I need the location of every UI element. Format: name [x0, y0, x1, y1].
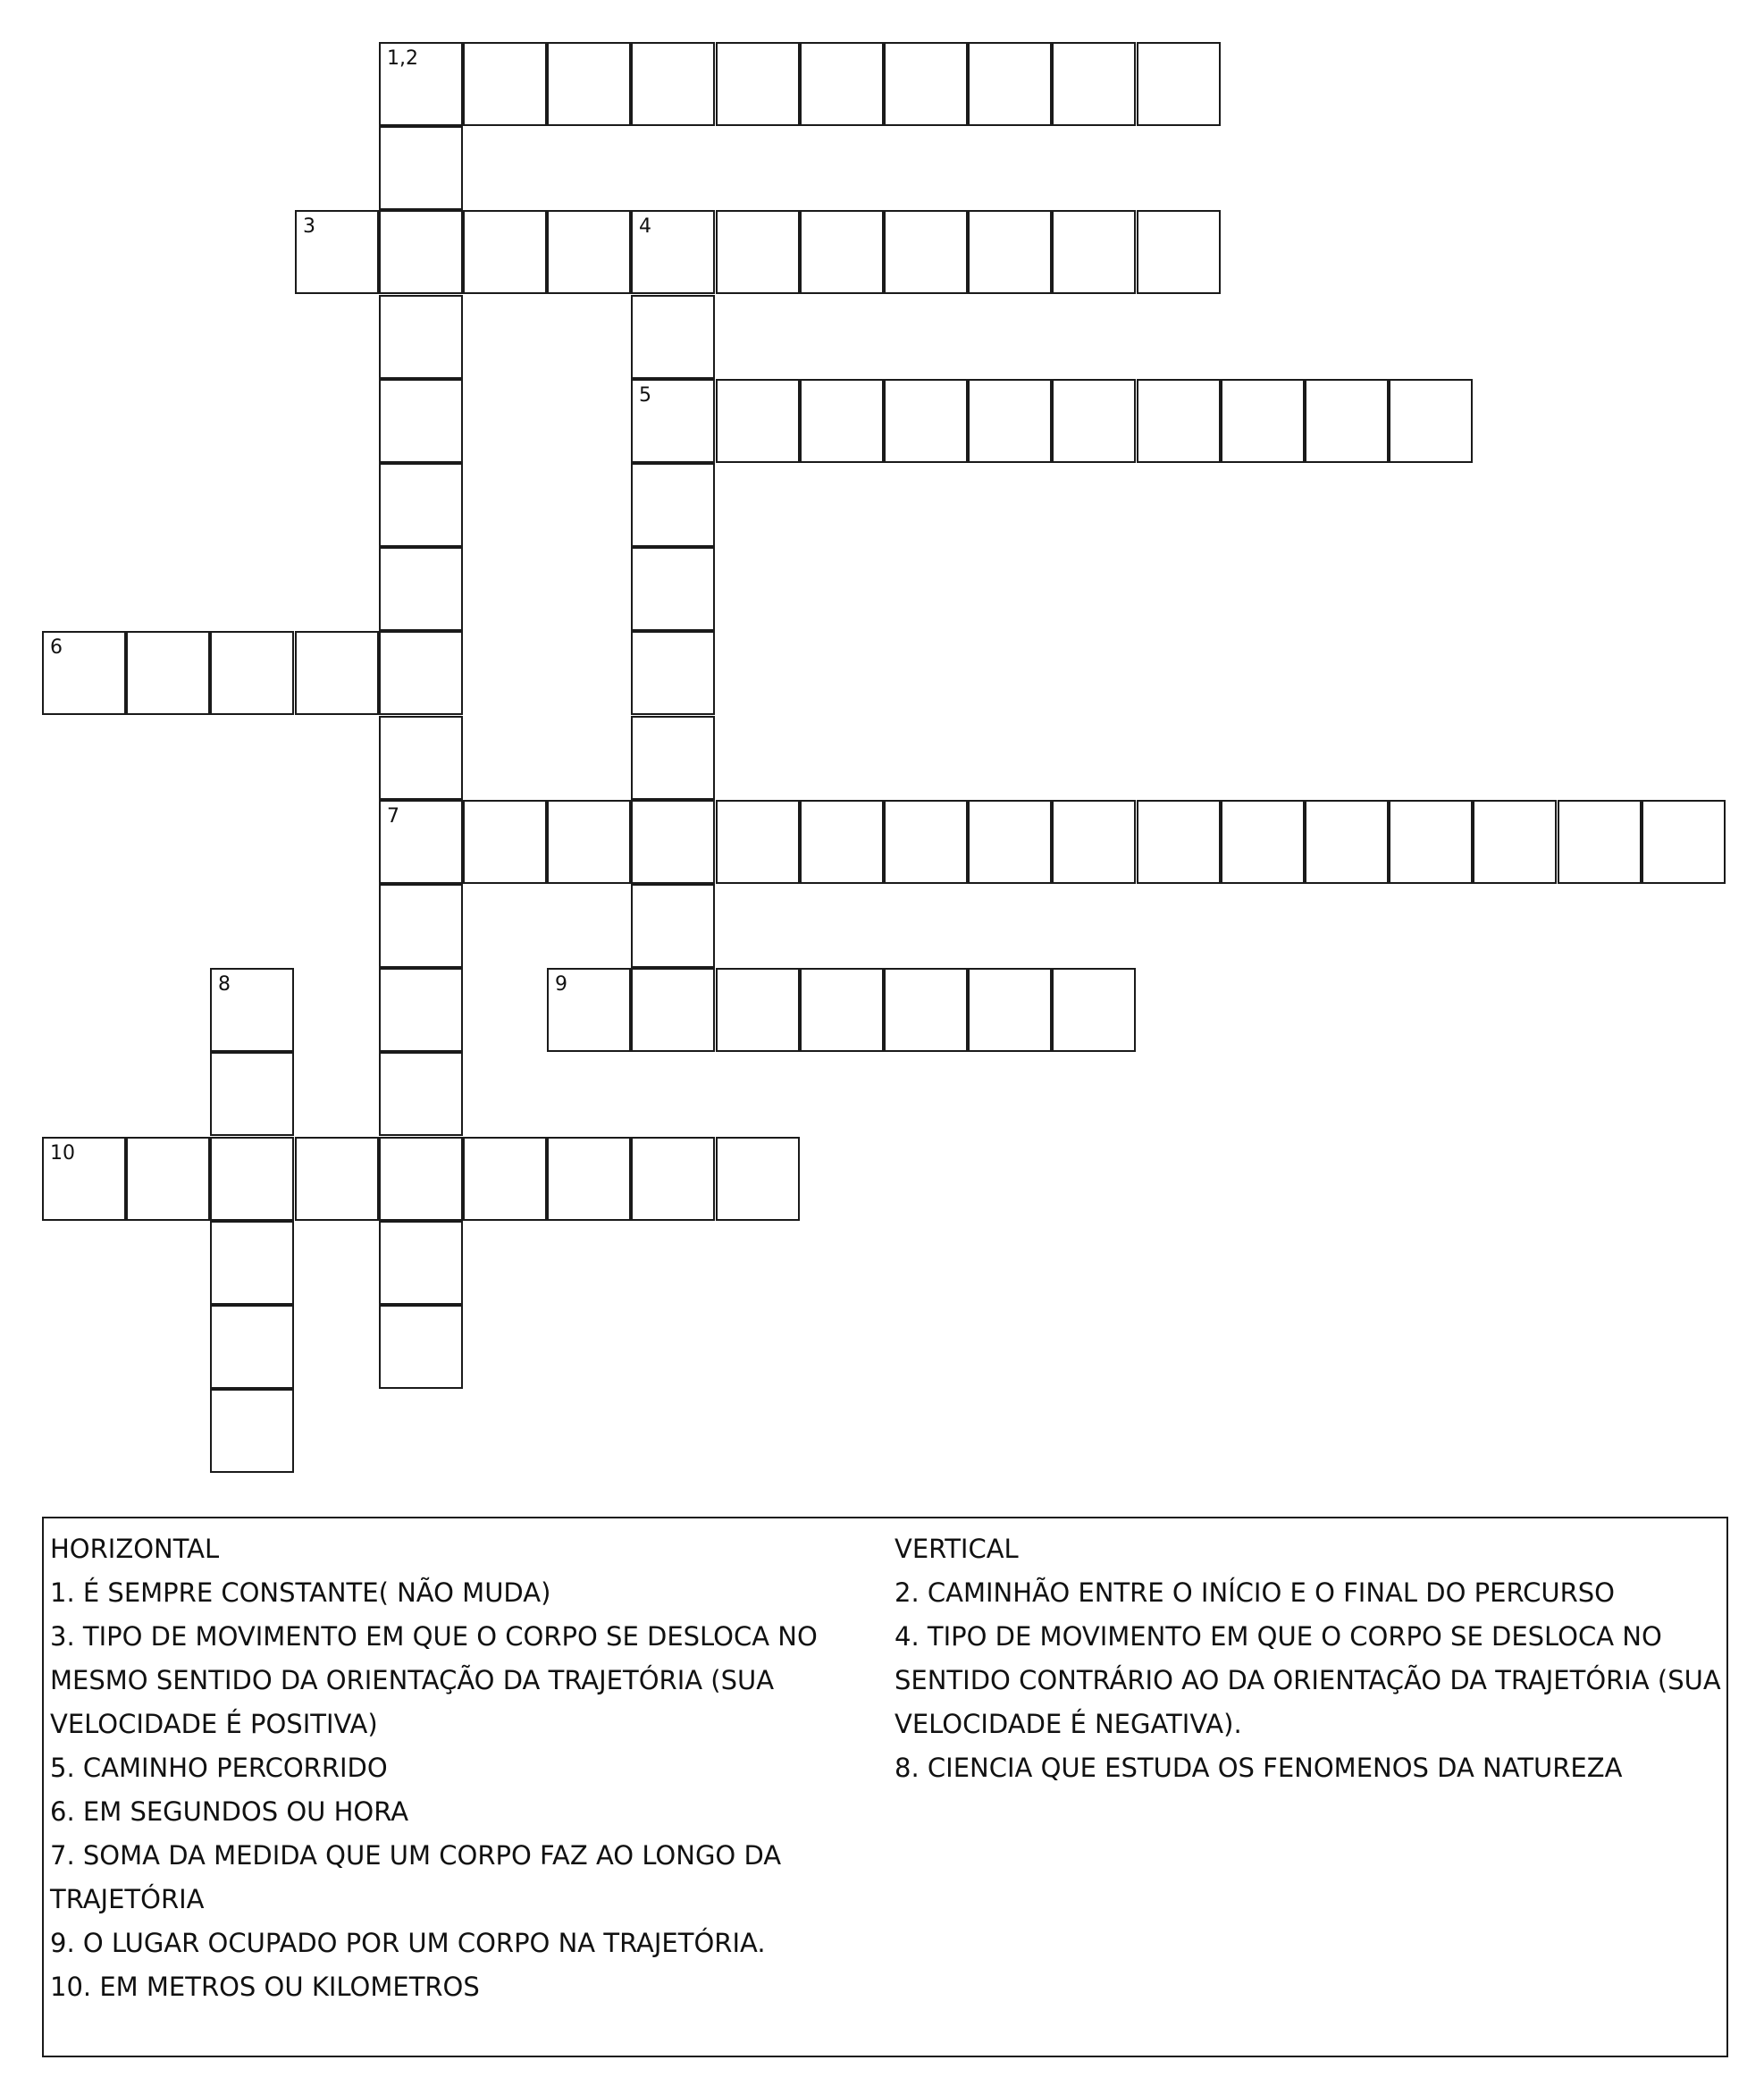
crossword-cell[interactable] — [379, 1305, 463, 1389]
crossword-cell[interactable] — [379, 379, 463, 463]
crossword-cell[interactable] — [1305, 379, 1389, 463]
crossword-cell[interactable] — [1052, 379, 1136, 463]
crossword-cell[interactable] — [210, 1221, 294, 1305]
crossword-cell[interactable] — [884, 800, 968, 884]
clues-panel — [42, 1517, 1728, 2057]
crossword-cell[interactable] — [884, 42, 968, 126]
crossword-cell[interactable] — [884, 379, 968, 463]
crossword-cell[interactable] — [1305, 800, 1389, 884]
crossword-cell[interactable] — [1137, 379, 1221, 463]
crossword-cell[interactable] — [631, 547, 715, 631]
crossword-cell[interactable] — [1389, 800, 1473, 884]
crossword-cell[interactable] — [1389, 379, 1473, 463]
clue-line: 10. EM METROS OU KILOMETROS — [50, 1972, 480, 2002]
clue-line: 9. O LUGAR OCUPADO POR UM CORPO NA TRAJETÓRIA. — [50, 1928, 766, 1958]
clue-line: 3. TIPO DE MOVIMENTO EM QUE O CORPO SE DESLOCA NO — [50, 1621, 818, 1652]
crossword-cell[interactable] — [379, 1137, 463, 1221]
clue-line: 6. EM SEGUNDOS OU HORA — [50, 1796, 409, 1827]
crossword-cell[interactable] — [379, 716, 463, 800]
crossword-cell[interactable] — [800, 379, 884, 463]
crossword-cell[interactable] — [1137, 42, 1221, 126]
clue-number: 7 — [387, 805, 399, 828]
crossword-cell[interactable] — [631, 210, 715, 294]
crossword-cell[interactable] — [463, 1137, 547, 1221]
crossword-cell[interactable] — [379, 463, 463, 547]
crossword-cell[interactable] — [379, 126, 463, 210]
crossword-cell[interactable] — [884, 210, 968, 294]
crossword-cell[interactable] — [379, 968, 463, 1052]
crossword-cell[interactable] — [463, 210, 547, 294]
crossword-cell[interactable] — [1221, 800, 1305, 884]
crossword-cell[interactable] — [631, 800, 715, 884]
crossword-cell[interactable] — [1052, 42, 1136, 126]
clue-line: 1. É SEMPRE CONSTANTE( NÃO MUDA) — [50, 1577, 551, 1608]
crossword-cell[interactable] — [547, 42, 631, 126]
crossword-cell[interactable] — [379, 547, 463, 631]
crossword-cell[interactable] — [210, 631, 294, 715]
crossword-cell[interactable] — [210, 1305, 294, 1389]
crossword-cell[interactable] — [379, 210, 463, 294]
clue-line: MESMO SENTIDO DA ORIENTAÇÃO DA TRAJETÓRIA (SUA — [50, 1665, 775, 1695]
crossword-cell[interactable] — [631, 463, 715, 547]
clue-number: 1,2 — [387, 47, 418, 70]
clue-number: 5 — [639, 384, 651, 407]
crossword-cell[interactable] — [968, 42, 1052, 126]
crossword-cell[interactable] — [463, 42, 547, 126]
clue-line: 2. CAMINHÃO ENTRE O INÍCIO E O FINAL DO PERCURSO — [895, 1577, 1616, 1608]
clue-line: 8. CIENCIA QUE ESTUDA OS FENOMENOS DA NATUREZA — [895, 1753, 1623, 1783]
crossword-cell[interactable] — [379, 1052, 463, 1136]
crossword-cell[interactable] — [379, 884, 463, 968]
crossword-cell[interactable] — [1137, 210, 1221, 294]
crossword-cell[interactable] — [1137, 800, 1221, 884]
crossword-cell[interactable] — [42, 631, 126, 715]
clue-line: VELOCIDADE É NEGATIVA). — [895, 1709, 1242, 1739]
crossword-cell[interactable] — [210, 1137, 294, 1221]
crossword-cell[interactable] — [42, 1137, 126, 1221]
clue-line: VELOCIDADE É POSITIVA) — [50, 1709, 378, 1739]
crossword-cell[interactable] — [547, 210, 631, 294]
clue-number: 8 — [218, 973, 231, 996]
clue-line: TRAJETÓRIA — [50, 1884, 205, 1914]
crossword-cell[interactable] — [968, 800, 1052, 884]
crossword-cell[interactable] — [463, 800, 547, 884]
crossword-cell[interactable] — [295, 210, 379, 294]
crossword-cell[interactable] — [547, 800, 631, 884]
crossword-cell[interactable] — [631, 631, 715, 715]
clue-line: 7. SOMA DA MEDIDA QUE UM CORPO FAZ AO LONGO DA — [50, 1840, 782, 1871]
clue-line: 4. TIPO DE MOVIMENTO EM QUE O CORPO SE DESLOCA NO — [895, 1621, 1662, 1652]
clue-number: 3 — [303, 215, 315, 238]
clue-number: 9 — [555, 973, 567, 996]
crossword-cell[interactable] — [631, 884, 715, 968]
clue-line: SENTIDO CONTRÁRIO AO DA ORIENTAÇÃO DA TRAJETÓRIA (SUA — [895, 1665, 1721, 1695]
crossword-cell[interactable] — [1473, 800, 1557, 884]
clue-number: 4 — [639, 215, 651, 238]
crossword-cell[interactable] — [126, 631, 210, 715]
crossword-cell[interactable] — [379, 800, 463, 884]
crossword-cell[interactable] — [800, 210, 884, 294]
crossword-cell[interactable] — [1221, 379, 1305, 463]
clue-line: 5. CAMINHO PERCORRIDO — [50, 1753, 388, 1783]
crossword-cell[interactable] — [547, 1137, 631, 1221]
crossword-cell[interactable] — [716, 210, 800, 294]
crossword-cell[interactable] — [210, 1389, 294, 1473]
crossword-cell[interactable] — [379, 295, 463, 379]
crossword-cell[interactable] — [1558, 800, 1642, 884]
clue-number: 6 — [50, 636, 63, 659]
crossword-cell[interactable] — [1052, 968, 1136, 1052]
vertical-clues — [895, 1527, 1721, 1790]
crossword-cell[interactable] — [379, 1221, 463, 1305]
crossword-cell[interactable] — [631, 42, 715, 126]
crossword-cell[interactable] — [547, 968, 631, 1052]
crossword-cell[interactable] — [379, 42, 463, 126]
crossword-cell[interactable] — [716, 1137, 800, 1221]
crossword-cell[interactable] — [631, 716, 715, 800]
crossword-cell[interactable] — [716, 800, 800, 884]
horizontal-heading: HORIZONTAL — [50, 1534, 220, 1564]
crossword-cell[interactable] — [884, 968, 968, 1052]
crossword-cell[interactable] — [968, 379, 1052, 463]
crossword-cell[interactable] — [295, 631, 379, 715]
clue-number: 10 — [50, 1142, 75, 1165]
crossword-cell[interactable] — [800, 42, 884, 126]
crossword-cell[interactable] — [800, 968, 884, 1052]
crossword-cell[interactable] — [631, 1137, 715, 1221]
crossword-cell[interactable] — [126, 1137, 210, 1221]
crossword-cell[interactable] — [1642, 800, 1726, 884]
crossword-cell[interactable] — [210, 1052, 294, 1136]
crossword-cell[interactable] — [716, 379, 800, 463]
crossword-cell[interactable] — [968, 210, 1052, 294]
crossword-cell[interactable] — [631, 968, 715, 1052]
horizontal-clues — [50, 1527, 854, 2009]
crossword-cell[interactable] — [631, 295, 715, 379]
crossword-cell[interactable] — [1052, 210, 1136, 294]
crossword-cell[interactable] — [968, 968, 1052, 1052]
crossword-cell[interactable] — [295, 1137, 379, 1221]
crossword-cell[interactable] — [210, 968, 294, 1052]
vertical-heading: VERTICAL — [895, 1534, 1019, 1564]
crossword-cell[interactable] — [379, 631, 463, 715]
crossword-cell[interactable] — [716, 968, 800, 1052]
crossword-cell[interactable] — [716, 42, 800, 126]
crossword-cell[interactable] — [1052, 800, 1136, 884]
crossword-cell[interactable] — [631, 379, 715, 463]
crossword-cell[interactable] — [800, 800, 884, 884]
